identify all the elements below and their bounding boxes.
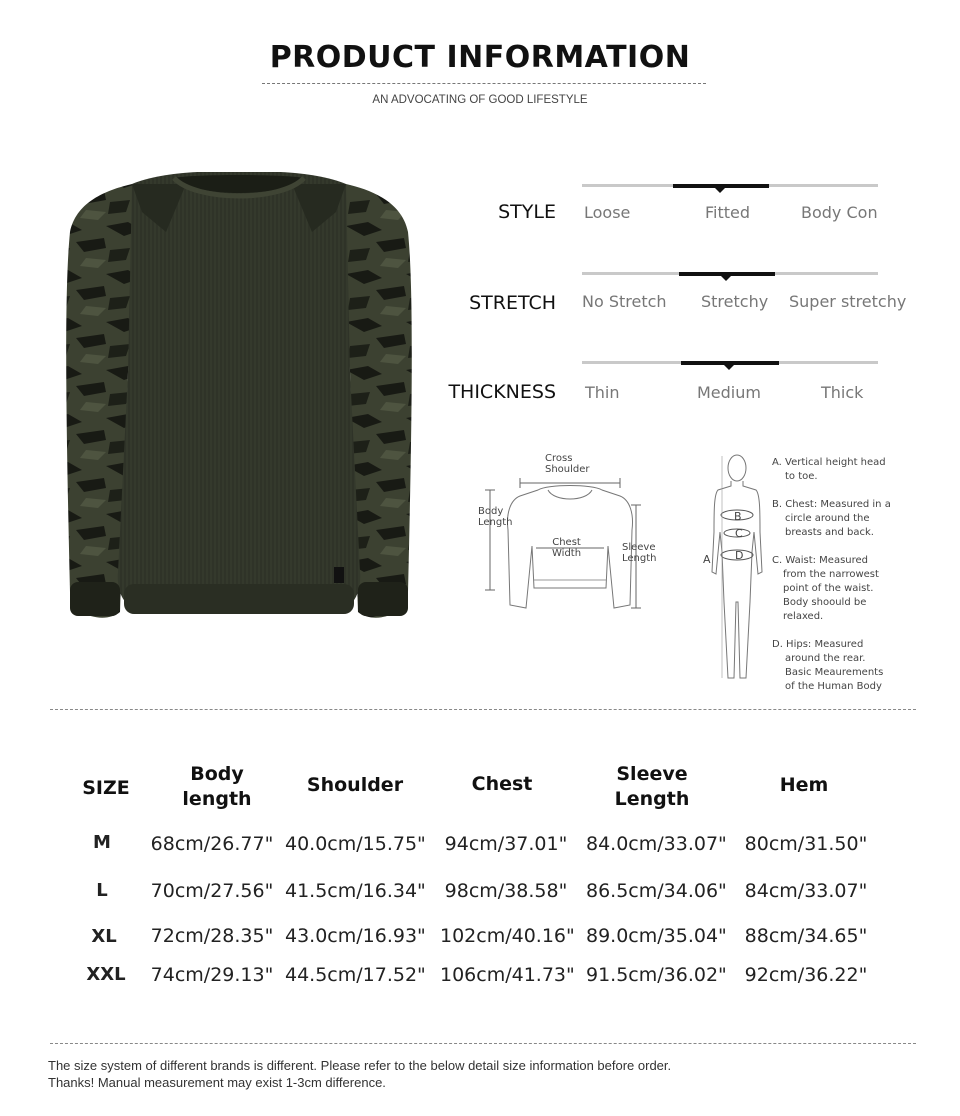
header-sleeve-length: Sleeve Length <box>614 763 690 810</box>
section-divider <box>50 709 916 710</box>
note-b: B. Chest: Measured in a circle around the breasts and back. <box>772 499 891 538</box>
table-cell: 84.0cm/33.07" <box>586 833 727 855</box>
footer-divider <box>50 1043 916 1044</box>
table-cell: 70cm/27.56" <box>150 880 274 902</box>
size-xxl: XXL <box>86 964 126 985</box>
table-cell: 94cm/37.01" <box>444 833 568 855</box>
style-marker-icon <box>714 187 726 193</box>
stretch-marker-icon <box>720 275 732 281</box>
table-cell: 88cm/34.65" <box>744 925 868 947</box>
stretch-option-stretchy: Stretchy <box>701 292 769 311</box>
body-length-label: Body Length <box>478 506 513 528</box>
thickness-option-thick: Thick <box>821 383 864 402</box>
marker-b: B <box>734 510 742 523</box>
table-cell: 80cm/31.50" <box>744 833 868 855</box>
table-cell: 72cm/28.35" <box>150 925 274 947</box>
garment-measure-diagram <box>470 450 670 615</box>
note-c: C. Waist: Measured from the narrowest point of the waist. Body shoould be relaxed. <box>772 555 879 622</box>
style-option-fitted: Fitted <box>705 203 751 222</box>
thickness-option-medium: Medium <box>697 383 761 402</box>
table-cell: 92cm/36.22" <box>744 964 868 986</box>
table-cell: 89.0cm/35.04" <box>586 925 727 947</box>
style-option-loose: Loose <box>584 203 631 222</box>
chest-width-label: Chest Width <box>552 537 582 559</box>
stretch-option-super: Super stretchy <box>789 292 907 311</box>
table-cell: 91.5cm/36.02" <box>586 964 727 986</box>
footer-note-1: The size system of different brands is different. Please refer to the below detail size information before order. <box>48 1058 672 1073</box>
size-l: L <box>96 880 108 901</box>
table-cell: 86.5cm/34.06" <box>586 880 727 902</box>
size-m: M <box>93 832 111 853</box>
header-shoulder: Shoulder <box>306 774 404 796</box>
product-image <box>46 172 432 632</box>
header-hem: Hem <box>779 774 829 796</box>
table-cell: 40.0cm/15.75" <box>285 833 426 855</box>
thickness-marker-icon <box>723 364 735 370</box>
footer-note-2: Thanks! Manual measurement may exist 1-3cm difference. <box>48 1075 386 1090</box>
thickness-option-thin: Thin <box>585 383 620 402</box>
cross-shoulder-label: Cross Shoulder <box>545 453 590 475</box>
note-d: D. Hips: Measured around the rear. Basic Meaurements of the Human Body <box>772 639 884 692</box>
table-cell: 74cm/29.13" <box>150 964 274 986</box>
table-cell: 98cm/38.58" <box>444 880 568 902</box>
table-cell: 43.0cm/16.93" <box>285 925 426 947</box>
marker-c: C <box>735 527 743 540</box>
style-option-bodycon: Body Con <box>801 203 878 222</box>
thickness-label: THICKNESS <box>448 381 556 403</box>
table-cell: 84cm/33.07" <box>744 880 868 902</box>
body-figure <box>700 452 770 684</box>
table-cell: 102cm/40.16" <box>440 925 575 947</box>
title-divider <box>262 83 706 84</box>
sleeve-length-label: Sleeve Length <box>622 542 657 564</box>
human-figure-icon <box>700 452 770 684</box>
table-cell: 68cm/26.77" <box>150 833 274 855</box>
table-cell: 106cm/41.73" <box>440 964 575 986</box>
marker-a: A <box>703 553 711 566</box>
page-title: PRODUCT INFORMATION <box>269 40 691 75</box>
marker-d: D <box>735 549 744 562</box>
table-cell: 44.5cm/17.52" <box>285 964 426 986</box>
header-body-length: Body length <box>182 763 252 810</box>
size-xl: XL <box>91 926 117 947</box>
sweater-illustration <box>46 172 432 632</box>
note-a: A. Vertical height head to toe. <box>772 457 886 482</box>
stretch-label: STRETCH <box>469 292 556 314</box>
page-subtitle: AN ADVOCATING OF GOOD LIFESTYLE <box>372 94 588 106</box>
stretch-option-none: No Stretch <box>582 292 667 311</box>
header-size: SIZE <box>82 777 130 799</box>
style-label: STYLE <box>498 201 556 223</box>
table-cell: 41.5cm/16.34" <box>285 880 426 902</box>
header-chest: Chest <box>471 773 533 795</box>
